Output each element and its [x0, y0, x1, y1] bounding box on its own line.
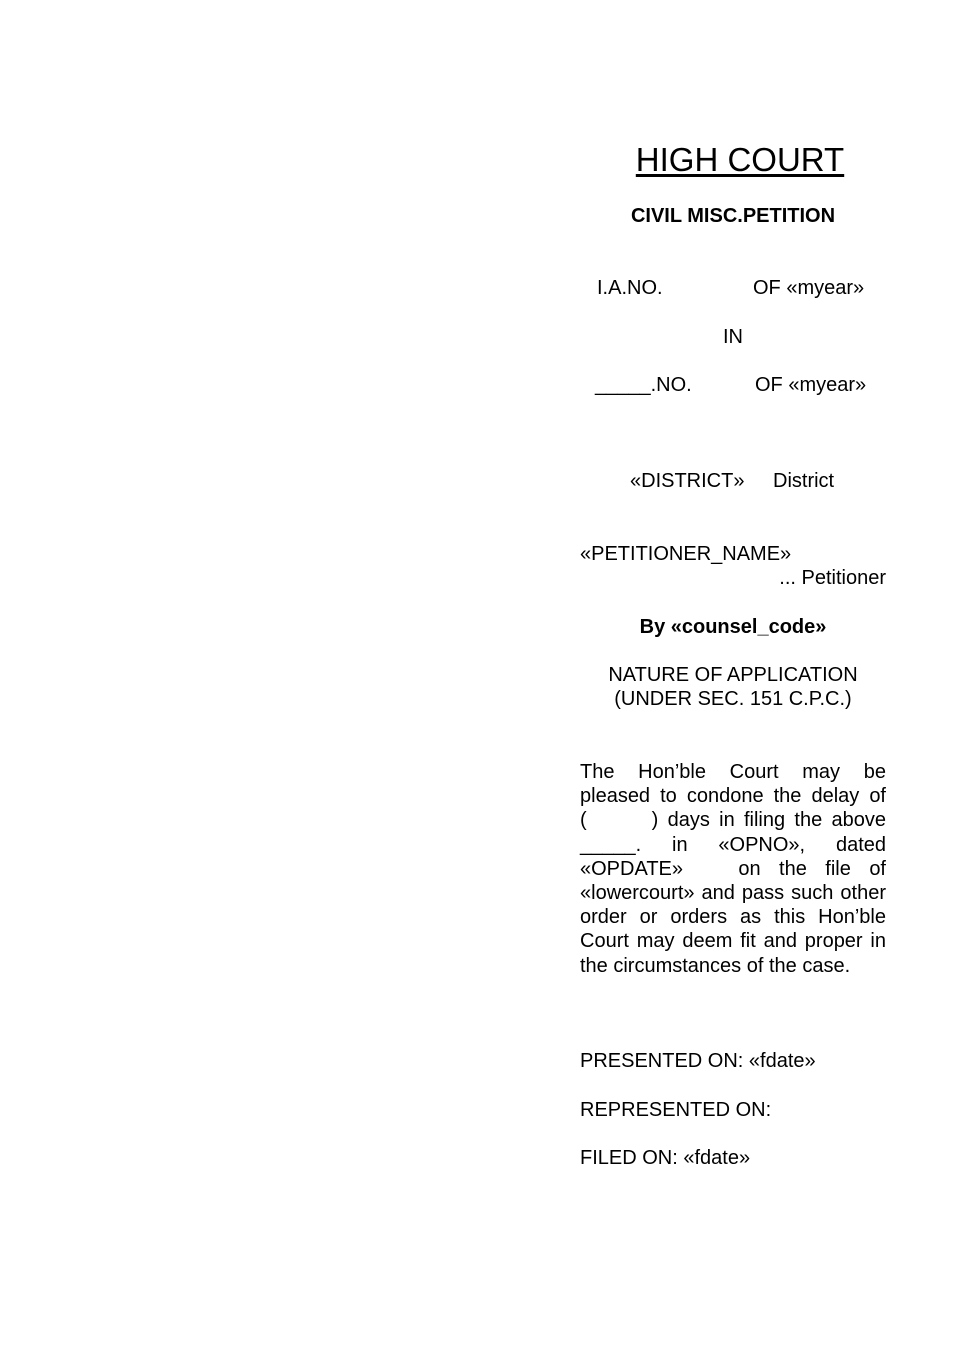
ia-year-label: OF «myear»	[753, 277, 865, 299]
filed-on: FILED ON: «fdate»	[580, 1147, 751, 1169]
ia-number-label: I.A.NO.	[597, 277, 663, 299]
district-label: District	[773, 470, 835, 492]
district-name: «DISTRICT»	[630, 470, 745, 492]
nature-title: NATURE OF APPLICATION	[608, 664, 858, 686]
in-label: IN	[723, 326, 743, 348]
petitioner-role: ... Petitioner	[779, 567, 886, 589]
nature-of-application	[580, 663, 886, 711]
prayer-paragraph: The Hon’ble Court may be pleased to condone the delay of ( ) days in filing the above _____. in «OPNO», dated «OPDATE» on the file of «lowercourt» and pass such other order or orders as this Hon’ble Court may deem fit and proper in the circumstances of the case.	[580, 761, 886, 977]
case-number-label: _____.NO.	[595, 374, 692, 396]
counsel-line: By «counsel_code»	[639, 616, 827, 638]
petition-type-heading: CIVIL MISC.PETITION	[630, 205, 836, 227]
represented-on: REPRESENTED ON:	[580, 1099, 772, 1121]
nature-section: (UNDER SEC. 151 C.P.C.)	[614, 688, 852, 710]
petitioner-name: «PETITIONER_NAME»	[580, 543, 792, 565]
court-title: HIGH COURT	[635, 141, 845, 178]
case-year-label: OF «myear»	[755, 374, 867, 396]
presented-on: PRESENTED ON: «fdate»	[580, 1050, 816, 1072]
